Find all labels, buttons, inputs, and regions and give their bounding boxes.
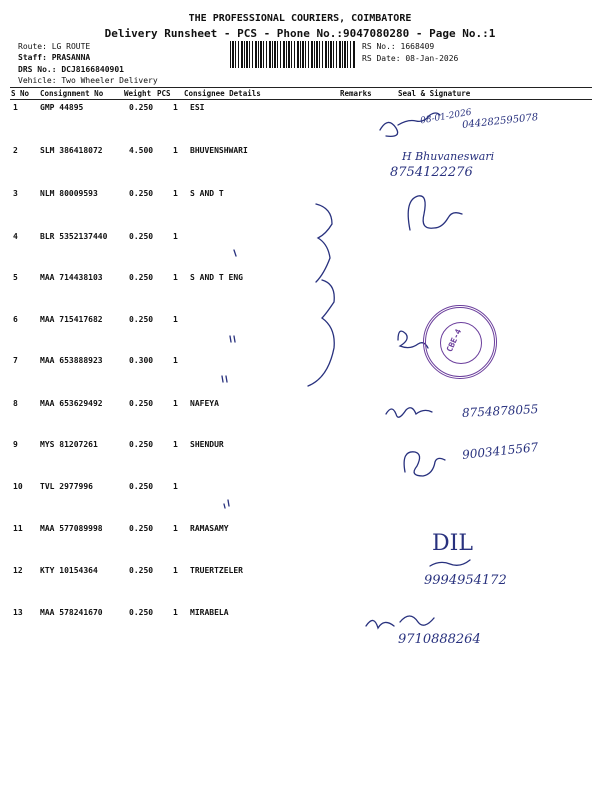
header-rule-bottom (10, 99, 592, 100)
pcs-cell: 1 (173, 608, 178, 617)
consignee-cell: S AND T (190, 189, 224, 198)
consignment-cell: BLR 5352137440 (40, 232, 108, 241)
consignment-cell: NLM 80009593 (40, 189, 98, 198)
consignment-cell: MYS 81207261 (40, 440, 98, 449)
sno-cell: 2 (13, 146, 18, 155)
weight-cell: 4.500 (129, 146, 154, 155)
col-remarks: Remarks (340, 89, 372, 98)
table-row (0, 566, 600, 606)
consignee-cell: NAFEYA (190, 399, 219, 408)
col-pcs: PCS (157, 89, 171, 98)
col-sno: S No (11, 89, 30, 98)
handwritten-phone-r9: 9003415567 (461, 440, 539, 462)
consignment-cell: MAA 715417682 (40, 315, 103, 324)
sno-cell: 10 (13, 482, 23, 491)
pcs-cell: 1 (173, 315, 178, 324)
table-row (0, 608, 600, 648)
handwritten-phone-r1: 044282595078 (461, 112, 539, 131)
table-row (0, 189, 600, 229)
pcs-cell: 1 (173, 189, 178, 198)
runsheet-subtitle: Delivery Runsheet - PCS - Phone No.:9047080280 - Page No.:1 (104, 27, 496, 40)
consignment-cell: GMP 44895 (40, 103, 84, 112)
consignee-cell: S AND T ENG (190, 273, 243, 282)
handwritten-name-r2: H Bhuvaneswari (402, 150, 495, 163)
weight-cell: 0.250 (129, 566, 154, 575)
company-title: THE PROFESSIONAL COURIERS, COIMBATORE (188, 13, 412, 24)
handwritten-phone-r8: 8754878055 (461, 402, 539, 420)
consignee-cell: TRUERTZELER (190, 566, 243, 575)
pcs-cell: 1 (173, 103, 178, 112)
company-stamp (423, 305, 497, 379)
sno-cell: 3 (13, 189, 18, 198)
rs-date: RS Date: 08-Jan-2026 (362, 54, 459, 63)
consignment-cell: MAA 653629492 (40, 399, 103, 408)
weight-cell: 0.250 (129, 524, 154, 533)
weight-cell: 0.250 (129, 103, 154, 112)
pcs-cell: 1 (173, 482, 178, 491)
table-row (0, 315, 600, 355)
consignee-cell: ESI (190, 103, 205, 112)
vehicle-label: Vehicle: Two Wheeler Delivery (18, 76, 158, 85)
pcs-cell: 1 (173, 440, 178, 449)
weight-cell: 0.250 (129, 315, 154, 324)
sno-cell: 5 (13, 273, 18, 282)
handwritten-phone-r13: 9710888264 (398, 632, 481, 647)
table-row (0, 356, 600, 396)
col-consignment: Consignment No (40, 89, 104, 98)
sno-cell: 13 (13, 608, 23, 617)
col-consignee: Consignee Details (184, 89, 261, 98)
weight-cell: 0.300 (129, 356, 154, 365)
sno-cell: 11 (13, 524, 23, 533)
consignee-cell: BHUVENSHWARI (190, 146, 248, 155)
pcs-cell: 1 (173, 146, 178, 155)
col-weight: Weight (124, 89, 152, 98)
pcs-cell: 1 (173, 232, 178, 241)
handwritten-phone-r2: 8754122276 (390, 165, 473, 180)
pcs-cell: 1 (173, 356, 178, 365)
pcs-cell: 1 (173, 399, 178, 408)
consignment-cell: MAA 714438103 (40, 273, 103, 282)
weight-cell: 0.250 (129, 232, 154, 241)
table-row (0, 524, 600, 564)
consignment-cell: MAA 578241670 (40, 608, 103, 617)
weight-cell: 0.250 (129, 482, 154, 491)
table-row (0, 146, 600, 186)
handwritten-phone-r12: 9994954172 (424, 573, 507, 588)
consignee-cell: SHENDUR (190, 440, 224, 449)
consignment-cell: SLM 386418072 (40, 146, 103, 155)
weight-cell: 0.250 (129, 440, 154, 449)
header-rule-top (10, 87, 592, 88)
sno-cell: 8 (13, 399, 18, 408)
sno-cell: 7 (13, 356, 18, 365)
pcs-cell: 1 (173, 524, 178, 533)
stamp-inner-ring (440, 322, 482, 364)
col-seal-signature: Seal & Signature (398, 89, 471, 98)
consignee-cell: RAMASAMY (190, 524, 229, 533)
sno-cell: 12 (13, 566, 23, 575)
sno-cell: 1 (13, 103, 18, 112)
handwritten-initials-r11: DIL (432, 531, 473, 556)
table-row (0, 232, 600, 272)
consignment-cell: TVL 2977996 (40, 482, 93, 491)
staff-label: Staff: PRASANNA (18, 53, 91, 62)
stamp-text: CBE-4 (444, 327, 464, 354)
barcode (230, 41, 355, 68)
pcs-cell: 1 (173, 566, 178, 575)
consignment-cell: KTY 10154364 (40, 566, 98, 575)
drs-number: DRS No.: DCJ8166840901 (18, 65, 124, 74)
route-label: Route: LG ROUTE (18, 42, 91, 51)
consignee-cell: MIRABELA (190, 608, 229, 617)
consignment-cell: MAA 577089998 (40, 524, 103, 533)
handwritten-date-r1: 08-01-2026 (419, 107, 473, 127)
weight-cell: 0.250 (129, 189, 154, 198)
consignment-cell: MAA 653888923 (40, 356, 103, 365)
sno-cell: 4 (13, 232, 18, 241)
sno-cell: 9 (13, 440, 18, 449)
weight-cell: 0.250 (129, 399, 154, 408)
pcs-cell: 1 (173, 273, 178, 282)
table-row (0, 273, 600, 313)
weight-cell: 0.250 (129, 273, 154, 282)
rs-number: RS No.: 1668409 (362, 42, 435, 51)
table-row (0, 482, 600, 522)
sno-cell: 6 (13, 315, 18, 324)
weight-cell: 0.250 (129, 608, 154, 617)
